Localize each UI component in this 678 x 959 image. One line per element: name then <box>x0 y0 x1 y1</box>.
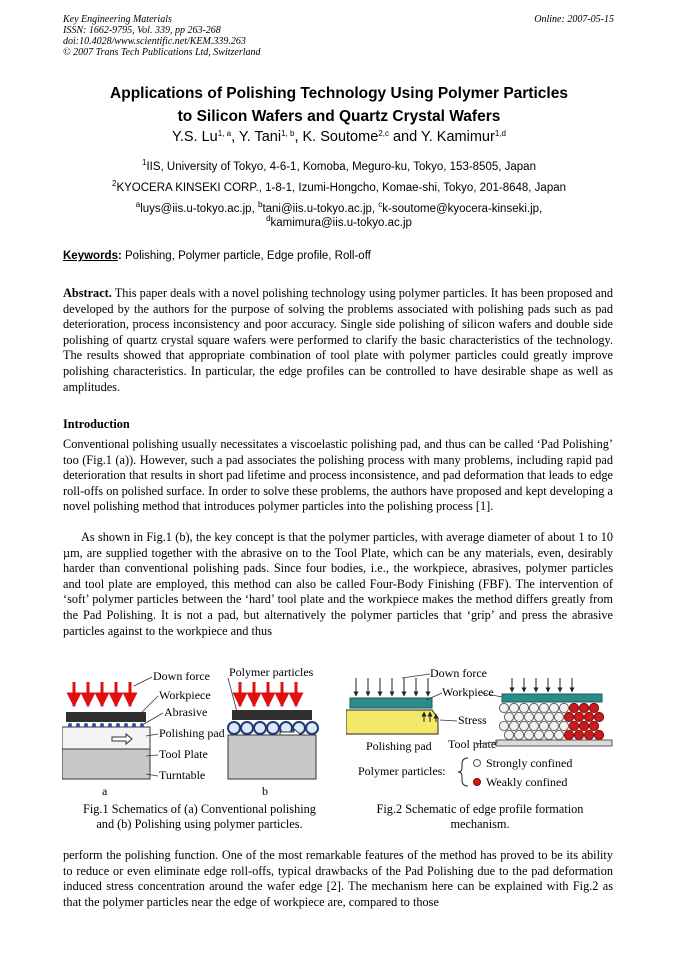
author-sep: , <box>294 129 303 145</box>
figure-2-caption <box>346 802 614 832</box>
online-date: Online: 2007-05-15 <box>534 14 614 25</box>
doi[interactable]: doi:10.4028/www.scientific.net/KEM.339.263 <box>63 36 246 47</box>
legend-brace <box>458 758 468 786</box>
polymer-particles <box>228 722 318 734</box>
strongly-confined-particle <box>534 730 543 739</box>
author-sup: 2,c <box>378 129 389 138</box>
strongly-confined-particle <box>554 712 563 721</box>
weakly-confined-particle <box>594 730 603 739</box>
strongly-confined-particle <box>554 730 563 739</box>
intro-paragraph-2: As shown in Fig.1 (b), the key concept is that the polymer particles, with average diameter of about 1 to 10 µm, are supplied together with the abrasive on to the Tool Plate, which can be any materials, even, desirably harder than conventional polishing pads. Since four bodies, i.e., the workpiece, abrasives, polymer particles and tool plate are employed, this method can also be called Four-Body Finishing (FBF). The intervention of ‘soft’ polymer particles between the ‘hard’ tool plate and the workpiece makes the method differs greatly from the Pad Polishing. It is not a pad, but alternatively the polymer particles that ‘grip’ and press the abrasive particles against to the workpiece and thus <box>63 530 613 638</box>
author-sep: , <box>231 129 239 145</box>
affiliation-sup: 1 <box>142 158 147 167</box>
strongly-confined-particle <box>539 703 548 712</box>
weakly-confined-particle <box>589 703 598 712</box>
label-polishing-pad: Polishing pad <box>159 726 225 740</box>
keywords-label: Keywords <box>63 250 118 262</box>
email-sup: d <box>266 214 271 223</box>
affiliation-text: IIS, University of Tokyo, 4-6-1, Komoba, Meguro-ku, Tokyo, 153-8505, Japan <box>146 161 536 173</box>
affiliation-2 <box>0 181 678 195</box>
weakly-confined-particle <box>584 730 593 739</box>
email-list <box>0 202 678 230</box>
abstract-label: Abstract. <box>63 286 112 300</box>
author-sep: and <box>388 129 421 145</box>
figure-1a-conventional <box>62 682 150 779</box>
journal-name: Key Engineering Materials <box>63 14 172 25</box>
label-tool-plate: Tool Plate <box>159 747 208 761</box>
email-sup: c <box>378 200 383 209</box>
title-line-2: to Silicon Wafers and Quartz Crystal Wafers <box>177 108 501 125</box>
label-strongly-confined: Strongly confined <box>486 756 573 770</box>
caption-line: Fig.1 Schematics of (a) Conventional polishing <box>83 802 316 816</box>
strongly-confined-particle <box>509 703 518 712</box>
strongly-confined-particle <box>499 703 508 712</box>
workpiece <box>232 710 312 720</box>
label-turntable: Turntable <box>159 768 206 782</box>
down-force-arrows <box>240 682 296 706</box>
strongly-confined-marker <box>474 760 481 767</box>
strongly-confined-particle <box>529 721 538 730</box>
email-link[interactable]: luys@iis.u-tokyo.ac.jp, <box>140 203 258 215</box>
strongly-confined-particle <box>519 721 528 730</box>
weakly-confined-particle <box>579 721 588 730</box>
title-line-1: Applications of Polishing Technology Using Polymer Particles <box>110 85 568 102</box>
abstract-text: This paper deals with a novel polishing technology using polymer particles. It has been proposed and developed by the authors for the purpose of solving the problems associated with polishing pads such as pad deterioration, process inconsistency and poor accuracy. Single side polishing of silicon wafers and double side polishing of quartz crystal square wafers were performed to clarify the basic characteristics of the technology. The results showed that appropriate combination of tool plate with polymer particles could greatly improve polishing characteristics. In particular, the edge profiles can be controlled to have desirable shape as well as amplitudes. <box>63 286 613 394</box>
strongly-confined-particle <box>504 712 513 721</box>
weakly-confined-particle <box>574 712 583 721</box>
polishing-pad <box>62 727 150 749</box>
section-heading-introduction: Introduction <box>63 417 130 431</box>
weakly-confined-particle <box>594 712 603 721</box>
label-abrasive: Abrasive <box>164 705 208 719</box>
intro-paragraph-1: Conventional polishing usually necessitates a viscoelastic polishing pad, and thus can be called ‘Pad Polishing’ too (Fig.1 (a)). However, such a pad associates the polishing process with many problems, including rapid pad deterioration that results in short pad lifetime and process inconsistence, and pad deformation that leads to edge roll-offs on polished surface. In order to solve these problems, the authors have proposed and kept developing a novel polishing method that introduces polymer particles into the polishing process [1]. <box>63 437 613 514</box>
strongly-confined-particle <box>544 712 553 721</box>
strongly-confined-particle <box>509 721 518 730</box>
label-polymer-particles: Polymer particles <box>229 665 314 679</box>
affiliation-text: KYOCERA KINSEKI CORP., 1-8-1, Izumi-Hongcho, Komae-shi, Tokyo, 201-8648, Japan <box>116 182 567 194</box>
label-workpiece: Workpiece <box>442 685 494 699</box>
author-name: K. Soutome <box>302 129 379 145</box>
keywords-colon: : <box>117 250 122 262</box>
affiliation-sup: 2 <box>111 179 117 188</box>
label-stress: Stress <box>458 713 487 727</box>
abrasive-particles <box>68 723 144 727</box>
strongly-confined-particle <box>504 730 513 739</box>
weakly-confined-particle <box>589 721 598 730</box>
author-list <box>0 129 678 145</box>
label-workpiece: Workpiece <box>159 688 211 702</box>
workpiece <box>66 712 146 722</box>
caption-line: and (b) Polishing using polymer particles. <box>96 817 303 831</box>
label-down-force: Down force <box>430 666 487 680</box>
strongly-confined-particle <box>549 721 558 730</box>
strongly-confined-particle <box>519 703 528 712</box>
author-sup: 1, b <box>281 129 295 138</box>
label-b: b <box>262 784 268 798</box>
workpiece-left <box>350 698 432 708</box>
turntable <box>62 749 150 779</box>
affiliation-1 <box>0 160 678 174</box>
abstract <box>63 286 613 395</box>
weakly-confined-particle <box>574 730 583 739</box>
email-link[interactable]: k-soutome@kyocera-kinseki.jp, <box>382 203 543 215</box>
figure-2 <box>346 664 614 800</box>
email-sup: b <box>257 200 263 209</box>
strongly-confined-particle <box>559 721 568 730</box>
strongly-confined-particle <box>544 730 553 739</box>
tool-plate <box>496 740 612 746</box>
label-polymer-particles: Polymer particles: <box>358 764 446 778</box>
issn: ISSN: 1662-9795, Vol. 339, pp 263-268 <box>63 25 221 36</box>
weakly-confined-particle <box>584 712 593 721</box>
author-sup: 1, a <box>217 129 232 138</box>
keywords <box>63 250 371 262</box>
strongly-confined-particle <box>514 730 523 739</box>
figure-1b-polymer <box>228 682 318 779</box>
strongly-confined-particle <box>499 721 508 730</box>
strongly-confined-particle <box>549 703 558 712</box>
strongly-confined-particle <box>524 730 533 739</box>
label-polishing-pad: Polishing pad <box>366 739 432 753</box>
email-sup: a <box>135 200 141 209</box>
author-name: Y.S. Lu <box>172 129 218 145</box>
figure-1-caption <box>62 802 337 832</box>
label-tool-plate: Tool plate <box>448 737 497 751</box>
tool-plate <box>228 735 316 779</box>
caption-line: Fig.2 Schematic of edge profile formation <box>376 802 584 816</box>
label-weakly-confined: Weakly confined <box>486 775 568 789</box>
workpiece-right <box>502 694 602 702</box>
paper-title <box>0 82 678 128</box>
strongly-confined-particle <box>514 712 523 721</box>
polymer-particles-layer <box>499 703 603 739</box>
author-sup: 1,d <box>494 129 506 138</box>
label-down-force: Down force <box>153 669 210 683</box>
email-link[interactable]: tani@iis.u-tokyo.ac.jp, <box>262 203 379 215</box>
author-name: Y. Tani <box>238 129 282 145</box>
strongly-confined-particle <box>524 712 533 721</box>
strongly-confined-particle <box>559 703 568 712</box>
intro-paragraph-3: perform the polishing function. One of the most remarkable features of the method has proved to be its ability to reduce or even eliminate edge roll-offs, typical drawbacks of the Pad Polishing due to the pad deformation induced stress concentration around the wafer edge [2]. The mechanism here can be explained with Fig.2 as that the polymer particles near the edge of workpiece are, compared to those <box>63 848 613 909</box>
weakly-confined-particle <box>564 712 573 721</box>
figure-1 <box>62 664 337 800</box>
keywords-text: Polishing, Polymer particle, Edge profile, Roll-off <box>121 250 371 262</box>
label-a: a <box>102 784 108 798</box>
weakly-confined-particle <box>569 703 578 712</box>
author-name: Y. Kamimur <box>420 129 495 145</box>
strongly-confined-particle <box>539 721 548 730</box>
caption-line: mechanism. <box>450 817 510 831</box>
down-force-arrows <box>74 682 130 706</box>
email-link[interactable]: kamimura@iis.u-tokyo.ac.jp <box>270 217 412 229</box>
copyright: © 2007 Trans Tech Publications Ltd, Switzerland <box>63 47 261 58</box>
strongly-confined-particle <box>529 703 538 712</box>
weakly-confined-marker <box>474 779 481 786</box>
weakly-confined-particle <box>569 721 578 730</box>
weakly-confined-particle <box>564 730 573 739</box>
publication-header <box>63 14 261 58</box>
strongly-confined-particle <box>534 712 543 721</box>
weakly-confined-particle <box>579 703 588 712</box>
